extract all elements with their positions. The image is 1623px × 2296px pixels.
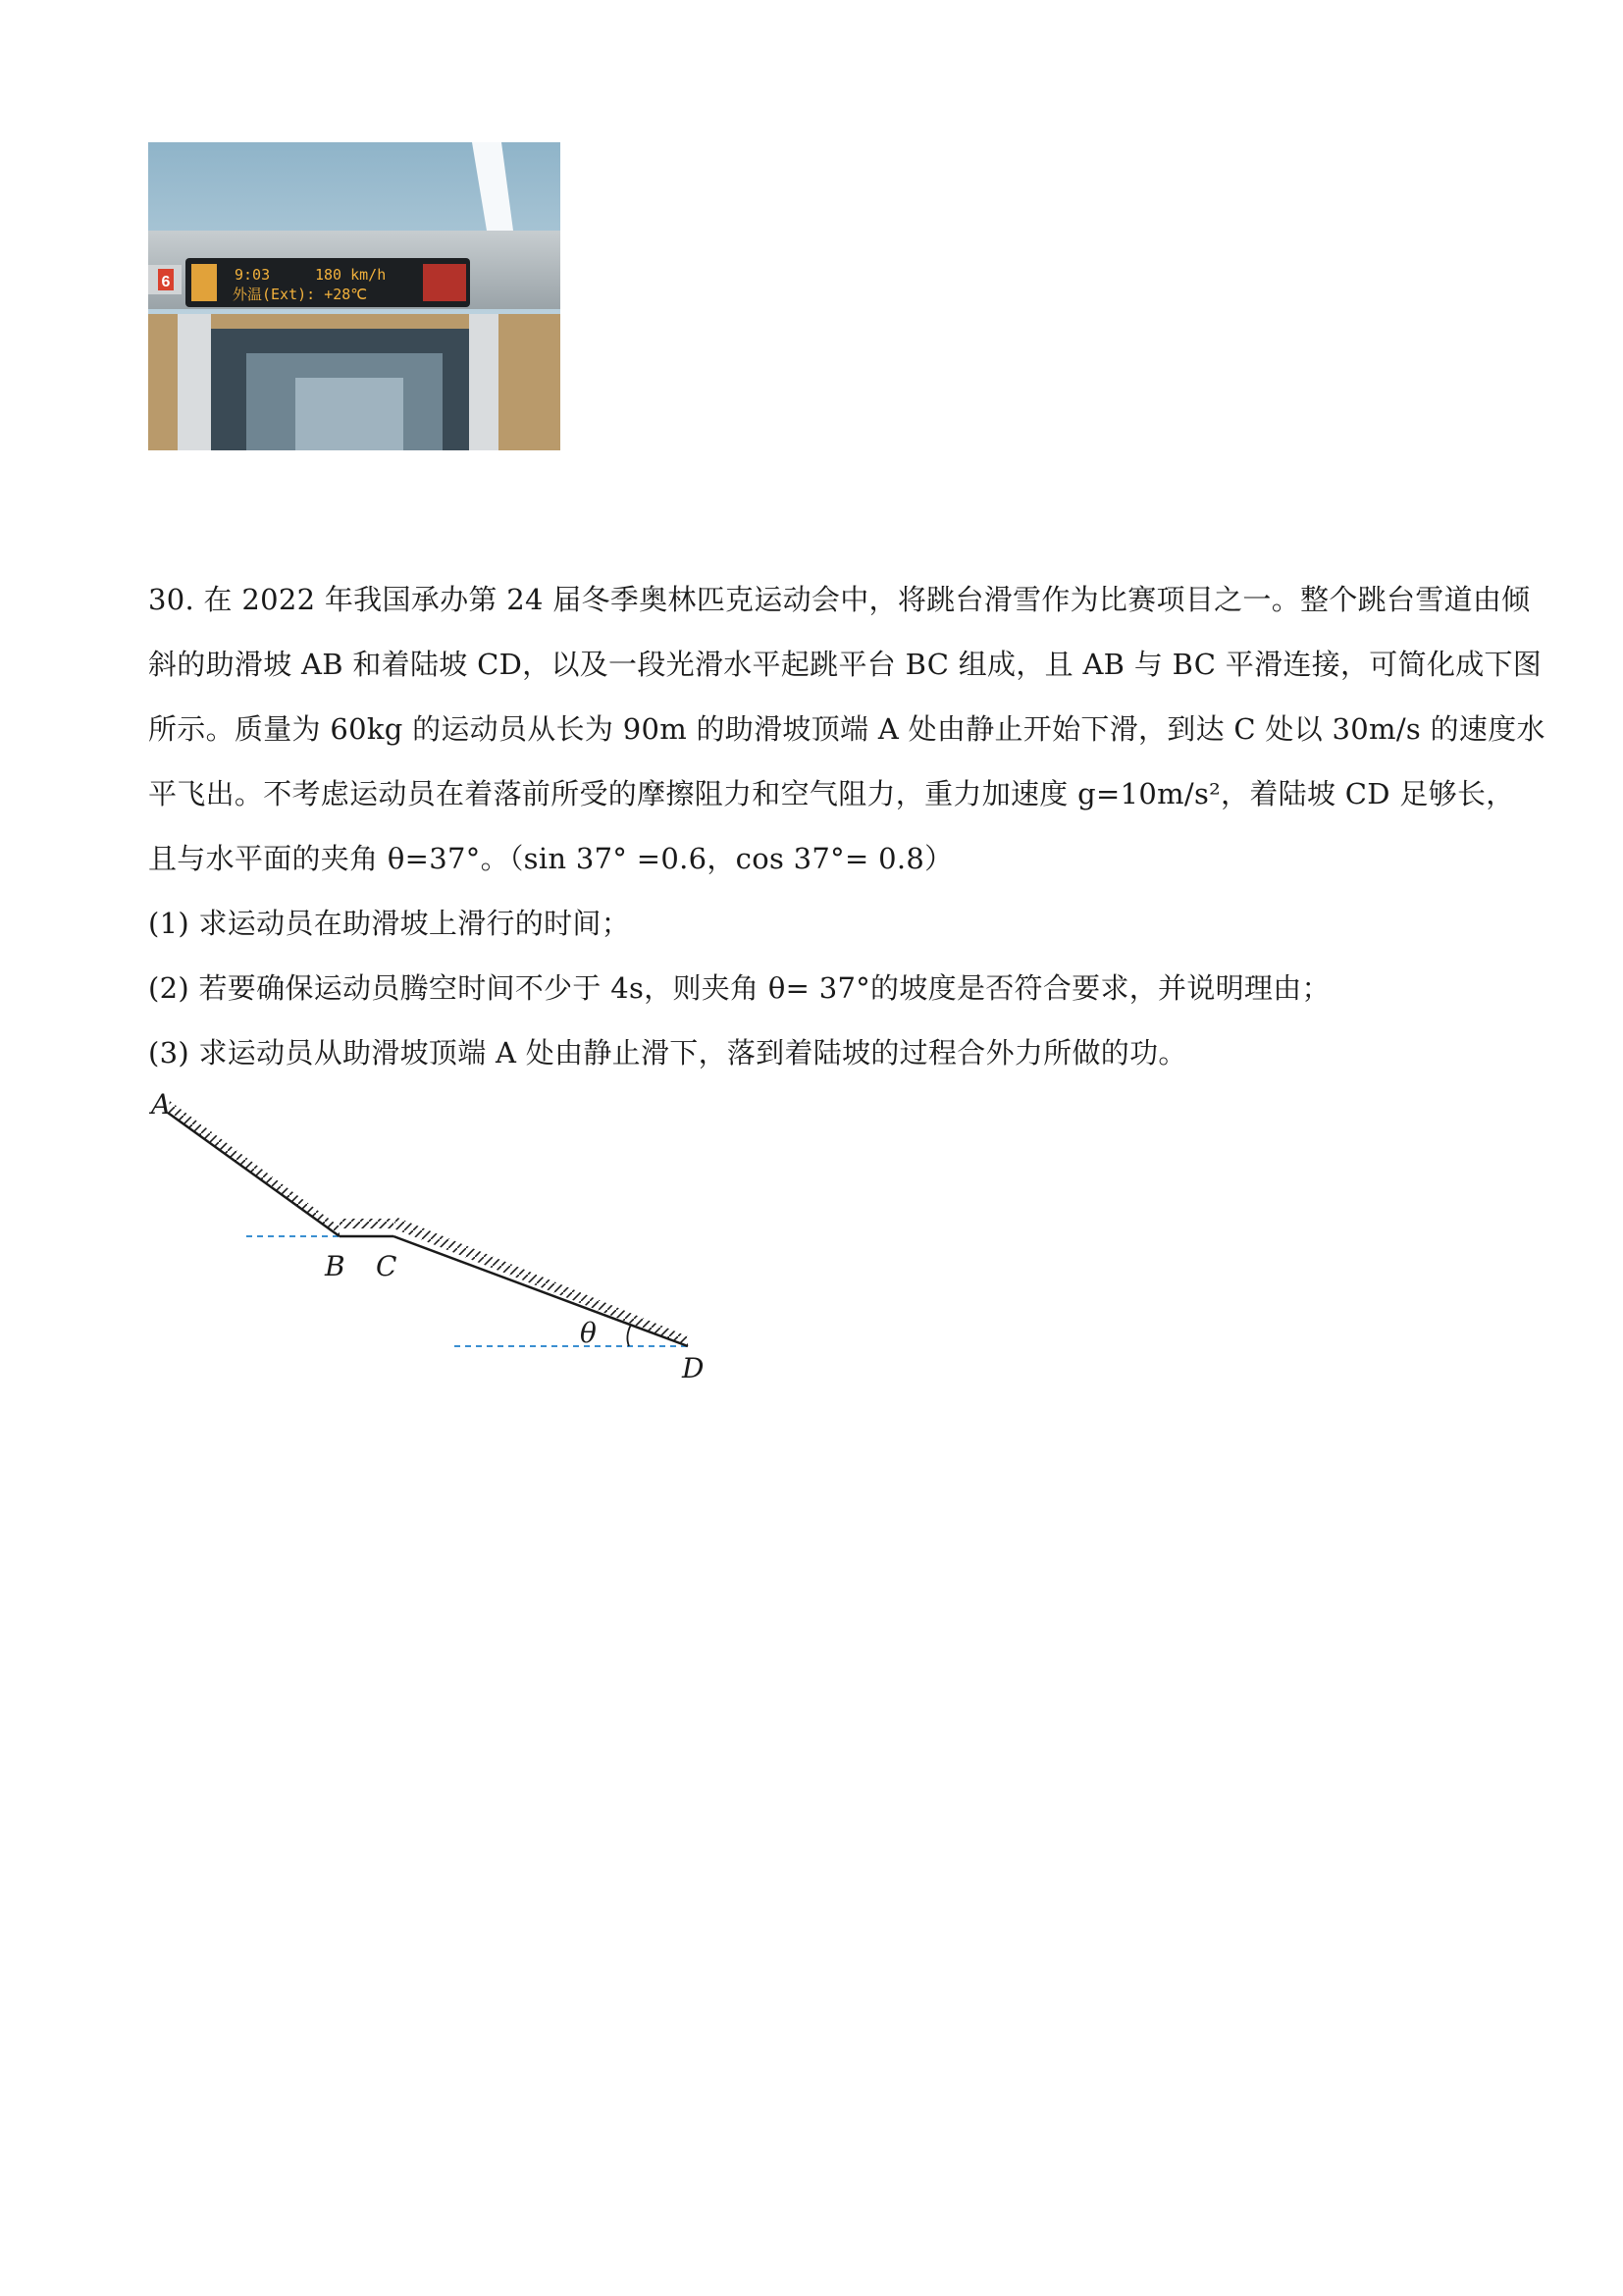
label-theta: θ: [580, 1317, 597, 1349]
problem-line: 30. 在 2022 年我国承办第 24 届冬季奥林匹克运动会中，将跳台滑雪作为比赛项目之一。整个跳台雪道由倾: [148, 583, 1531, 616]
slope-ab: [168, 1113, 340, 1236]
display-temperature: 外温(Ext): +28℃: [233, 286, 368, 303]
car-number: 6: [161, 274, 171, 290]
label-c: C: [376, 1250, 397, 1282]
problem-line: 平飞出。不考虑运动员在着落前所受的摩擦阻力和空气阻力，重力加速度 g=10m/s²，着陆坡 CD 足够长，: [148, 777, 1515, 810]
label-a: A: [151, 1089, 172, 1121]
question-3: (3) 求运动员从助滑坡顶端 A 处由静止滑下，落到着陆坡的过程合外力所做的功。: [148, 1036, 1187, 1070]
ski-jump-diagram: [148, 1089, 717, 1393]
question-1: (1) 求运动员在助滑坡上滑行的时间；: [148, 907, 630, 940]
slope-cd: [393, 1236, 688, 1346]
problem-line: 斜的助滑坡 AB 和着陆坡 CD，以及一段光滑水平起跳平台 BC 组成，且 AB 与 BC 平滑连接，可简化成下图: [148, 648, 1543, 681]
label-b: B: [325, 1250, 345, 1282]
display-time: 9:03: [235, 266, 271, 284]
train-display-photo: [148, 142, 560, 450]
problem-line: 所示。质量为 60kg 的运动员从长为 90m 的助滑坡顶端 A 处由静止开始下滑，到达 C 处以 30m/s 的速度水: [148, 712, 1545, 746]
problem-30: [148, 567, 1545, 1085]
label-d: D: [682, 1352, 705, 1384]
display-speed: 180 km/h: [315, 266, 387, 284]
angle-arc: [627, 1325, 631, 1346]
problem-line: 且与水平面的夹角 θ=37°。（sin 37° =0.6，cos 37°= 0.8）: [148, 842, 954, 875]
question-2: (2) 若要确保运动员腾空时间不少于 4s，则夹角 θ= 37°的坡度是否符合要求，并说明理由；: [148, 971, 1331, 1005]
